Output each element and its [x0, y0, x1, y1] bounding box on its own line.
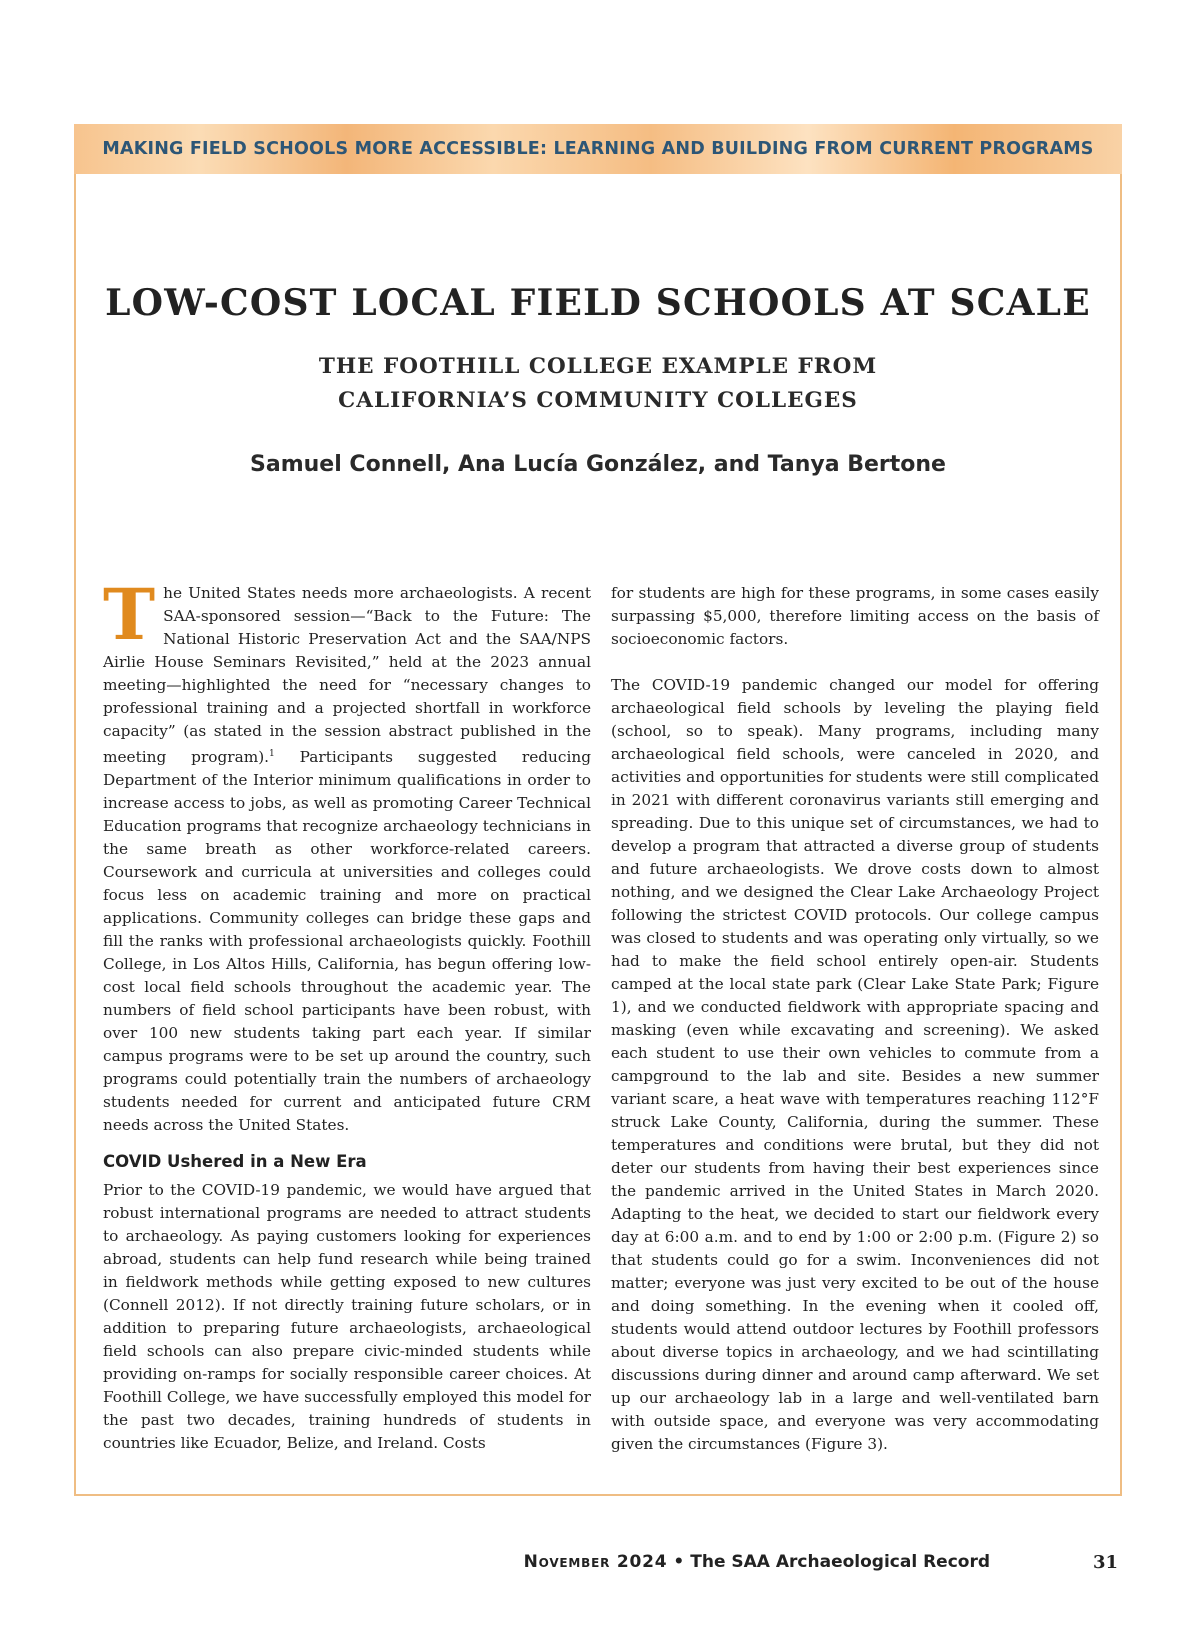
footer-journal: The SAA Archaeological Record: [690, 1552, 990, 1572]
footer-month: November 2024: [523, 1552, 668, 1572]
subtitle-line-2: CALIFORNIA’S COMMUNITY COLLEGES: [338, 388, 858, 413]
page-number: 31: [1092, 1552, 1118, 1573]
covid-paragraph-2: The COVID-19 pandemic changed our model for offering archaeological field schools by leveling the playing field (school, so to speak). Many programs, including many archaeological field schools, were canceled in 2020, and activities and opportunities for students were still complicated in 2021 with different coronavirus variants still emerging and spreading. Due to this unique set of circumstances, we had to develop a program that attracted a diverse group of students and future archaeologists. We drove costs down to almost nothing, and we designed the Clear Lake Archaeology Project following the strictest COVID protocols. Our college campus was closed to students and was operating only virtually, so we had to make the field school entirely open-air. Students camped at the local state park (Clear Lake State Park; Figure 1), and we conducted fieldwork with appropriate spacing and masking (even while excavating and screening). We asked each student to use their own vehicles to commute from a campground to the lab and site. Besides a new summer variant scare, a heat wave with temperatures reaching 112°F struck Lake County, California, during the summer. These temperatures and conditions were brutal, but they did not deter our students from having their best experiences since the pandemic arrived in the United States in March 2020. Adapting to the heat, we decided to start our fieldwork every day at 6:00 a.m. and to end by 1:00 or 2:00 p.m. (Figure 2) so that students could go for a swim. Inconveniences did not matter; everyone was just very excited to be out of the house and doing something. In the evening when it cooled off, students would attend outdoor lectures by Foothill professors about diverse topics in archaeology, and we had scintillating discussions during dinner and around camp afterward. We set up our archaeology lab in a large and well-ventilated barn with outside space, and everyone was very accommodating given the circumstances (Figure 3).: [611, 676, 1099, 1453]
article-subtitle: [74, 350, 1122, 418]
section-banner-text: MAKING FIELD SCHOOLS MORE ACCESSIBLE: LEARNING AND BUILDING FROM CURRENT PROGRAMS: [102, 139, 1094, 159]
section-heading: COVID Ushered in a New Era: [103, 1152, 367, 1172]
covid-paragraph-1-continued: for students are high for these programs, in some cases easily surpassing $5,000, therefore limiting access on the basis of socioeconomic factors.: [611, 584, 1099, 648]
intro-text: he United States needs more archaeologists. A recent SAA-sponsored session—“Back to the Future: The National Historic Preservation Act and the SAA/NPS Airlie House Seminars Revisited,” held at the 2023 annual meeting—highlighted the need for “necessary changes to professional training and a projected shortfall in workforce capacity” (as stated in the session abstract published in the meeting program).: [103, 584, 591, 767]
drop-cap: T: [103, 573, 156, 656]
footnote-ref: 1: [269, 749, 275, 759]
article-title: LOW-COST LOCAL FIELD SCHOOLS AT SCALE: [105, 282, 1091, 324]
article-authors: Samuel Connell, Ana Lucía González, and Tanya Bertone: [250, 452, 946, 477]
left-column: [103, 573, 591, 1455]
page-footer: [524, 1552, 990, 1572]
right-column: [611, 582, 1099, 1456]
intro-paragraph: [103, 573, 591, 1137]
footer-bullet: •: [673, 1552, 685, 1572]
section-banner: [74, 124, 1122, 174]
covid-paragraph-1: Prior to the COVID-19 pandemic, we would have argued that robust international programs are needed to attract students to archaeology. As paying customers looking for experiences abroad, students can help fund research while being trained in fieldwork methods while getting exposed to new cultures (Connell 2012). If not directly training future scholars, or in addition to preparing future archaeologists, archaeological field schools can also prepare civic-minded students while providing on-ramps for socially responsible career choices. At Foothill College, we have successfully employed this model for the past two decades, training hundreds of students in countries like Ecuador, Belize, and Ireland. Costs: [103, 1181, 591, 1453]
subtitle-line-1: THE FOOTHILL COLLEGE EXAMPLE FROM: [318, 354, 878, 379]
intro-text-continued: Participants suggested reducing Department of the Interior minimum qualifications in order to increase access to jobs, as well as promoting Career Technical Education programs that recognize archaeology technicians in the same breath as other workforce-related careers. Coursework and curricula at universities and colleges could focus less on academic training and more on practical applications. Community colleges can bridge these gaps and fill the ranks with professional archaeologists quickly. Foothill College, in Los Altos Hills, California, has begun offering low-cost local field schools throughout the academic year. The numbers of field school participants have been robust, with over 100 new students taking part each year. If similar campus programs were to be set up around the country, such programs could potentially train the numbers of archaeology students needed for current and anticipated future CRM needs across the United States.: [103, 748, 591, 1135]
